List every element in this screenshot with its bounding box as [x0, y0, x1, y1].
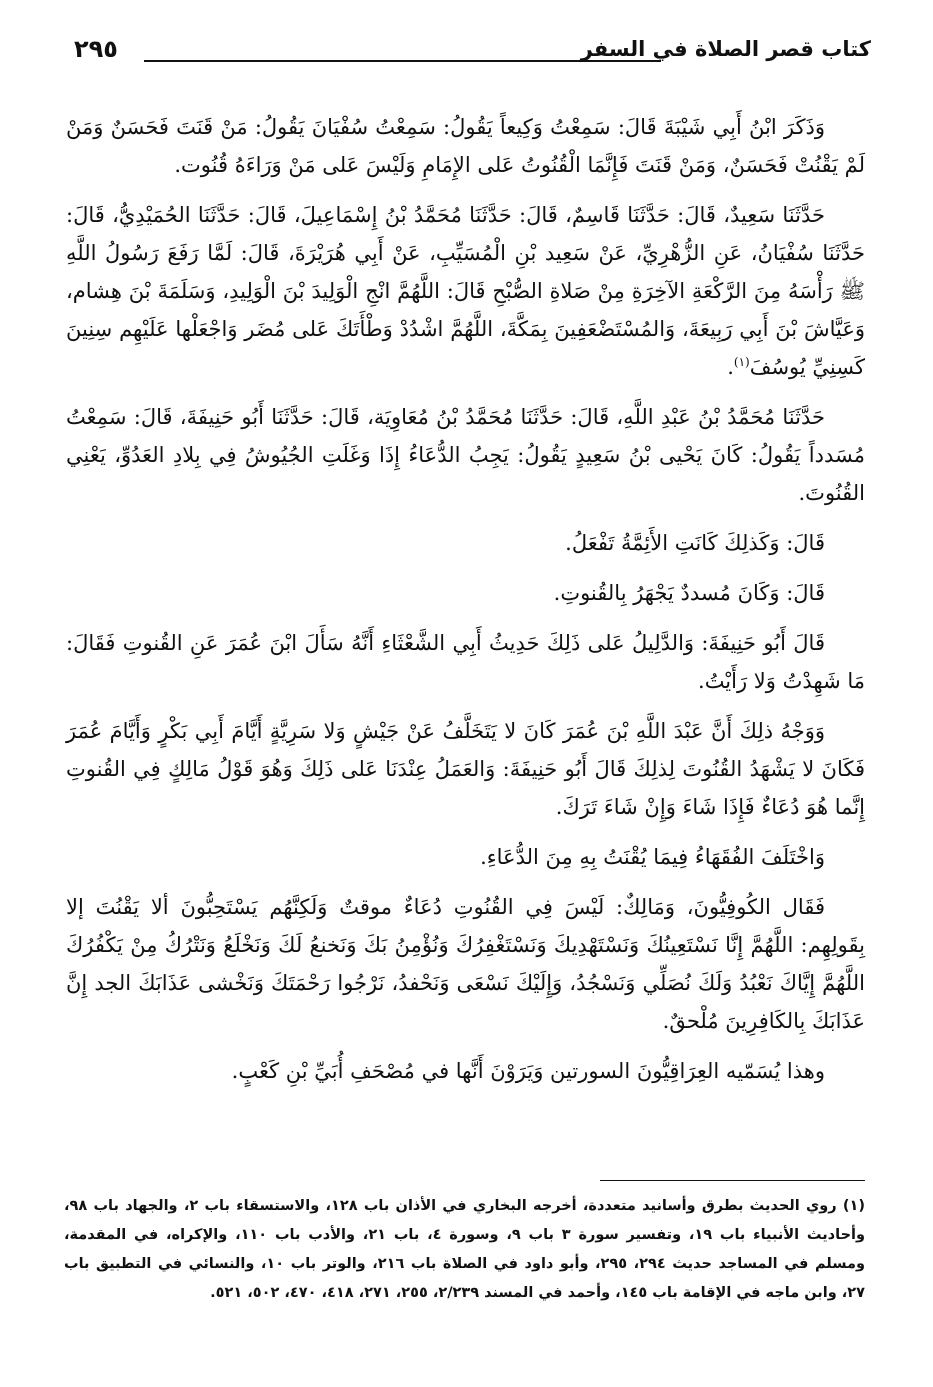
- paragraph: قَالَ: وَكَانَ مُسددٌ يَجْهَرُ بِالقُنوتِ.: [553, 581, 825, 605]
- paragraph-with-footnote: [66, 196, 865, 386]
- paragraph: حَدَّثَنَا مُحَمَّدُ بْنُ عَبْدِ اللَّهِ، قَالَ: حَدَّثَنَا مُحَمَّدُ بْنُ مُعَاوِيَة، قَالَ: حَدَّثَنَا أَبُو حَنِيفَةَ، قَالَ: سَمِعْتُ مُسَدداً يَقُولُ: كَانَ يَحْيى بْنُ سَعِيدٍ يَقُولُ: يَجِبُ الدُّعَاءُ إِذَا وَغَلَتِ الجُيُوشُ فِي بِلادِ العَدُوِّ، يَعْنِي القُنُوتَ.: [66, 405, 865, 505]
- running-title: كتاب قصر الصلاة في السفر: [580, 37, 871, 61]
- paragraph: وهذا يُسَمّيه العِرَاقِيُّونَ السورتين وَيَرَوْنَ أَنَّها في مُصْحَفِ أُبَيِّ بْنِ كَعْبٍ.: [231, 1059, 825, 1083]
- footnote-ref: (١): [733, 355, 750, 369]
- page-header: [74, 34, 871, 74]
- paragraph: وَوَجْهُ ذلِكَ أَنَّ عَبْدَ اللَّهِ بْنَ عُمَرَ كَانَ لا يَتَخَلَّفُ عَنْ جَيْشٍ وَلا سَرِيَّةٍ أَيَّامَ أَبِي بَكْرٍ وَأَيَّامَ عُمَرَ فَكَانَ لا يَشْهَدُ القُنُوتَ لِذلِكَ قَالَ أَبُو حَنِيفَةَ: وَالعَمَلُ عِنْدَنَا عَلى ذَلِكَ وَهُوَ قَوْلُ مَالِكٍ فِي القُنوتِ إِنَّما هُوَ دُعَاءٌ فَإِذَا شَاءَ وَإِنْ شَاءَ تَرَكَ.: [66, 719, 865, 819]
- paragraph: فَقَال الكُوفِيُّونَ، وَمَالِكٌ: لَيْسَ فِي القُنُوتِ دُعَاءٌ موقتٌ وَلَكِنَّهُم يَسْتَحِبُّونَ ألا يَقْنُتَ إلا بِقَولِهِم: اللَّهُمَّ إِنَّا نَسْتَعِينُكَ وَنَسْتَهْدِيكَ وَنَسْتَغْفِرُكَ وَنُؤْمِنُ بَكَ وَنَخنعُ لَكَ وَنَخْلَعُ وَنَتْرُكُ مِنْ يَكْفُرُكَ اللَّهُمَّ إِيَّاكَ نَعْبُدُ وَلَكَ نُصَلِّي وَنَسْجُدُ، وَإِلَيْكَ نَسْعَى وَنَحْفدُ، نَرْجُوا رَحْمَتَكَ وَنَخْشى عَذَابَكَ الجد إِنَّ عَذَابَكَ بِالكَافِرِينَ مُلْحقٌ.: [66, 895, 865, 1033]
- paragraph-end: .: [727, 355, 734, 379]
- page-number: ٢٩٥: [74, 35, 118, 63]
- footnote-separator: [600, 1180, 865, 1181]
- main-text: [66, 108, 865, 1102]
- header-rule: [144, 60, 661, 62]
- paragraph-text: حَدَّثَنَا سَعِيدٌ، قَالَ: حَدَّثَنَا قَاسِمٌ، قَالَ: حَدَّثَنَا مُحَمَّدُ بْنُ إِسْمَاعِيلَ، قَالَ: حَدَّثَنَا الحُمَيْدِيُّ، قَالَ: حَدَّثَنَا سُفْيَانُ، عَنِ الزُّهْرِيِّ، عَنْ سَعِيد بْنِ الْمُسَيِّبِ، عَنْ أَبِي هُرَيْرَةَ، قَالَ: لَمَّا رَفَعَ رَسُولُ اللَّهِ ﷺ رَأْسَهُ مِنَ الرَّكْعَةِ الآخِرَةِ مِنْ صَلاةِ الصُّبْحِ قَالَ: اللَّهُمَّ انْجِ الْوَلِيدَ بْنَ الْوَلِيدِ، وَسَلَمَةَ بْنَ هِشام، وَعَيَّاشَ بْنَ أَبِي رَبِيعَةَ، وَالمُسْتَضْعَفِينَ بِمَكَّةَ، اللَّهُمَّ اشْدُدْ وَطْأَتَكَ عَلى مُضَر وَاجْعَلْها عَلَيْهِم سِنِينَ كَسِنِيِّ يُوسُفَ: [66, 203, 865, 379]
- paragraph: قَالَ أَبُو حَنِيفَةَ: وَالدَّلِيلُ عَلى ذَلِكَ حَدِيثُ أَبِي الشَّعْثَاءِ أَنَّهُ سَأَلَ ابْنَ عُمَرَ عَنِ القُنوتِ فَقَالَ: مَا شَهِدْتُ وَلا رَأَيْتُ.: [66, 631, 865, 693]
- paragraph: وَذَكَرَ ابْنُ أَبِي شَيْبَةَ قَالَ: سَمِعْتُ وَكِيعاً يَقُولُ: سَمِعْتُ سُفْيَانَ يَقُولُ: مَنْ قَنَتَ فَحَسَنٌ وَمَنْ لَمْ يَقْنُتْ فَحَسَنٌ، وَمَنْ قَنَتَ فَإِنَّمَا الْقُنُوتُ عَلى الإِمَامِ وَلَيْسَ عَلى مَنْ وَرَاءَهُ قُنُوت.: [66, 115, 865, 177]
- paragraph: وَاخْتَلَفَ الفُقَهَاءُ فِيمَا يُقْنَتُ بِهِ مِنَ الدُّعَاءِ.: [480, 845, 825, 869]
- paragraph: قَالَ: وَكَذلِكَ كَانَتِ الأَئِمَّةُ تَفْعَلُ.: [565, 531, 825, 555]
- footnote-text: (١) روي الحديث بطرق وأسانيد متعددة، أخرجه البخاري في الأذان باب ١٢٨، والاستسقاء باب ٢، والجهاد باب ٩٨، وأحاديث الأنبياء باب ١٩، وتفسير سورة ٣ باب ٩، وسورة ٤، باب ٢١، والأدب باب ١١٠، والإكراه، في المقدمة، ومسلم في المساجد حديث ٢٩٤، ٢٩٥، وأبو داود في الصلاة باب ٢١٦، والوتر باب ١٠، والنسائي في التطبيق باب ٢٧، وابن ماجه في الإقامة باب ١٤٥، وأحمد في المسند ٢/٢٣٩، ٢٥٥، ٢٧١، ٤١٨، ٤٧٠، ٥٠٢، ٥٢١.: [64, 1198, 866, 1301]
